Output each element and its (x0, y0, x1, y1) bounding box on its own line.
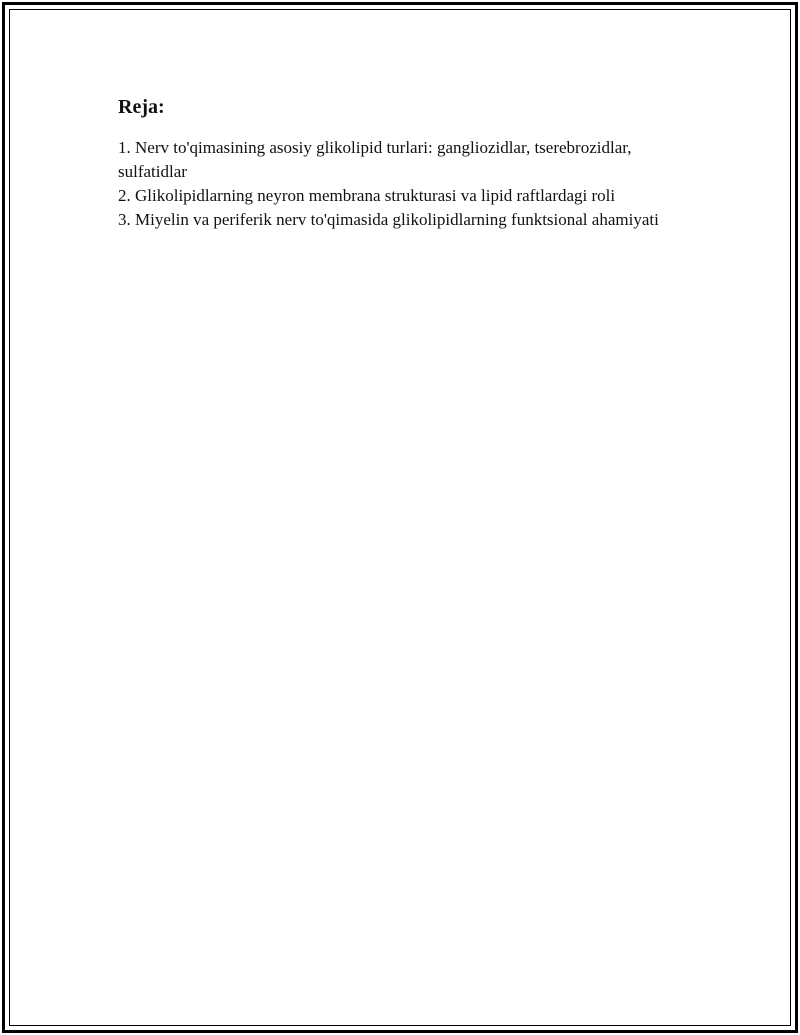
document-body (118, 94, 688, 232)
plan-heading: Reja: (118, 96, 165, 118)
plan-item-1: 1. Nerv to'qimasining asosiy glikolipid turlari: gangliozidlar, tserebrozidlar, sulfatidlar (118, 138, 632, 181)
plan-item-2: 2. Glikolipidlarning neyron membrana strukturasi va lipid raftlardagi roli (118, 186, 616, 205)
plan-list (118, 136, 688, 232)
plan-item-3: 3. Miyelin va periferik nerv to'qimasida glikolipidlarning funktsional ahamiyati (118, 210, 659, 229)
